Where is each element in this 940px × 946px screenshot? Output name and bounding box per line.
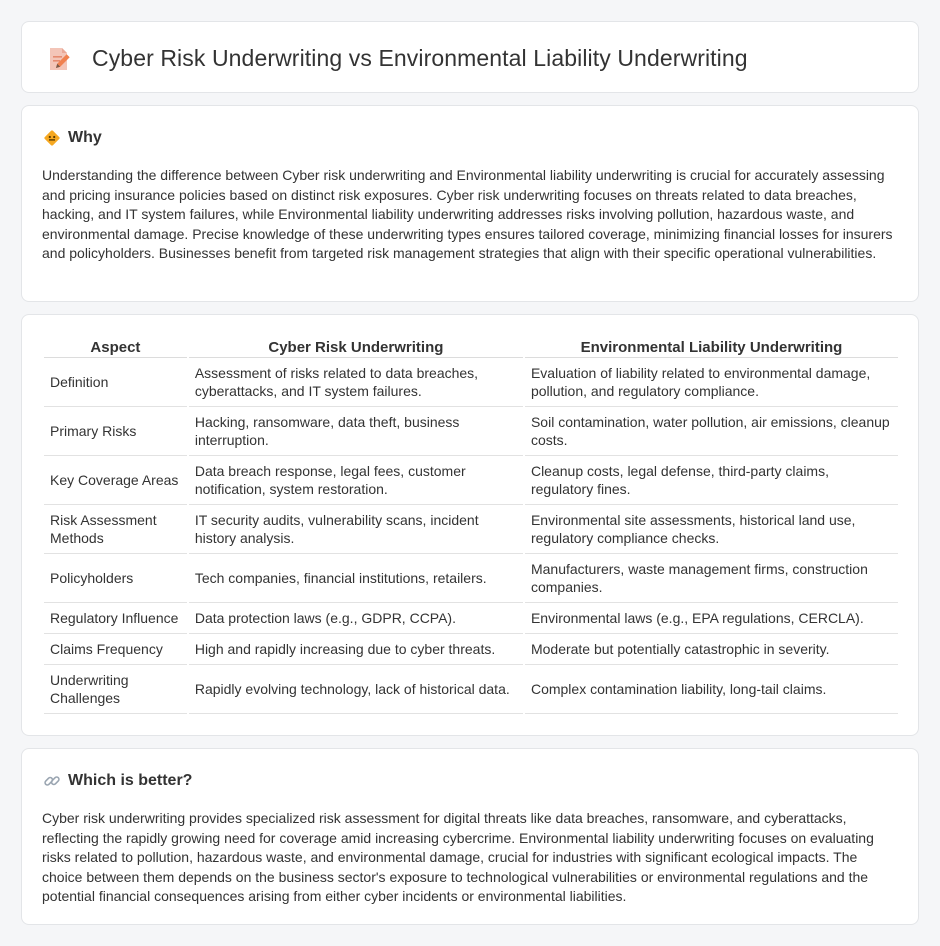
- environmental-cell: Complex contamination liability, long-tail claims.: [525, 665, 898, 714]
- better-text: Cyber risk underwriting provides specialized risk assessment for digital threats like data breaches, ransomware, and cyberattacks, reflecting the rapidly growing need for coverage amid increasing cybercrime. Environmental liability underwriting focuses on evaluating risks related to pollution, hazardous waste, and environmental damage, crucial for industries with significant ecological impacts. The choice between them depends on the business sector's exposure to technological vulnerabilities or environmental regulations and the potential financial consequences arising from either cyber incidents or environmental liabilities.: [42, 810, 874, 904]
- comparison-section: [21, 314, 919, 736]
- better-heading-row: [43, 772, 192, 790]
- aspect-cell: Underwriting Challenges: [44, 665, 187, 714]
- environmental-cell: Moderate but potentially catastrophic in severity.: [525, 634, 898, 665]
- table-row: [44, 665, 898, 714]
- environmental-cell: Manufacturers, waste management firms, construction companies.: [525, 554, 898, 603]
- why-section: [21, 105, 919, 302]
- cyber-cell: IT security audits, vulnerability scans, incident history analysis.: [189, 505, 523, 554]
- aspect-cell: Policyholders: [44, 554, 187, 603]
- cyber-cell: High and rapidly increasing due to cyber threats.: [189, 634, 523, 665]
- aspect-cell: Risk Assessment Methods: [44, 505, 187, 554]
- aspect-cell: Regulatory Influence: [44, 603, 187, 634]
- table-row: [44, 407, 898, 456]
- cyber-cell: Data protection laws (e.g., GDPR, CCPA).: [189, 603, 523, 634]
- environmental-cell: Soil contamination, water pollution, air emissions, cleanup costs.: [525, 407, 898, 456]
- diamond-sign-icon: [43, 129, 61, 147]
- link-icon: [43, 772, 61, 790]
- cyber-cell: Assessment of risks related to data breaches, cyberattacks, and IT system failures.: [189, 358, 523, 407]
- better-heading: Which is better?: [68, 772, 193, 789]
- table-row: [44, 456, 898, 505]
- aspect-cell: Key Coverage Areas: [44, 456, 187, 505]
- title-card: [21, 21, 919, 93]
- document-pencil-icon: [46, 46, 72, 72]
- page-title: Cyber Risk Underwriting vs Environmental Liability Underwriting: [92, 45, 748, 71]
- cyber-cell: Tech companies, financial institutions, retailers.: [189, 554, 523, 603]
- aspect-cell: Claims Frequency: [44, 634, 187, 665]
- table-row: [44, 505, 898, 554]
- title-row: [46, 45, 748, 72]
- aspect-cell: Primary Risks: [44, 407, 187, 456]
- environmental-cell: Evaluation of liability related to environmental damage, pollution, and regulatory compliance.: [525, 358, 898, 407]
- environmental-cell: Environmental laws (e.g., EPA regulations, CERCLA).: [525, 603, 898, 634]
- cyber-cell: Hacking, ransomware, data theft, business interruption.: [189, 407, 523, 456]
- table-row: [44, 603, 898, 634]
- why-text: Understanding the difference between Cyber risk underwriting and Environmental liability underwriting is crucial for accurately assessing and pricing insurance policies based on distinct risk exposures. Cyber risk underwriting focuses on threats related to data breaches, hacking, and IT system failures, while Environmental liability underwriting addresses risks involving pollution, hazardous waste, and environmental damage. Precise knowledge of these underwriting types ensures tailored coverage, minimizing financial losses for insurers and policyholders. Businesses benefit from targeted risk management strategies that align with their specific operational vulnerabilities.: [42, 167, 893, 261]
- comparison-table: [42, 336, 900, 714]
- column-header: Cyber Risk Underwriting: [189, 336, 523, 358]
- environmental-cell: Environmental site assessments, historical land use, regulatory compliance checks.: [525, 505, 898, 554]
- cyber-cell: Rapidly evolving technology, lack of historical data.: [189, 665, 523, 714]
- column-header: Environmental Liability Underwriting: [525, 336, 898, 358]
- aspect-cell: Definition: [44, 358, 187, 407]
- table-row: [44, 358, 898, 407]
- cyber-cell: Data breach response, legal fees, customer notification, system restoration.: [189, 456, 523, 505]
- why-heading: Why: [68, 129, 102, 146]
- table-header-row: [44, 336, 898, 358]
- which-is-better-section: [21, 748, 919, 925]
- column-header: Aspect: [44, 336, 187, 358]
- table-row: [44, 554, 898, 603]
- table-row: [44, 634, 898, 665]
- why-heading-row: [43, 129, 102, 147]
- environmental-cell: Cleanup costs, legal defense, third-party claims, regulatory fines.: [525, 456, 898, 505]
